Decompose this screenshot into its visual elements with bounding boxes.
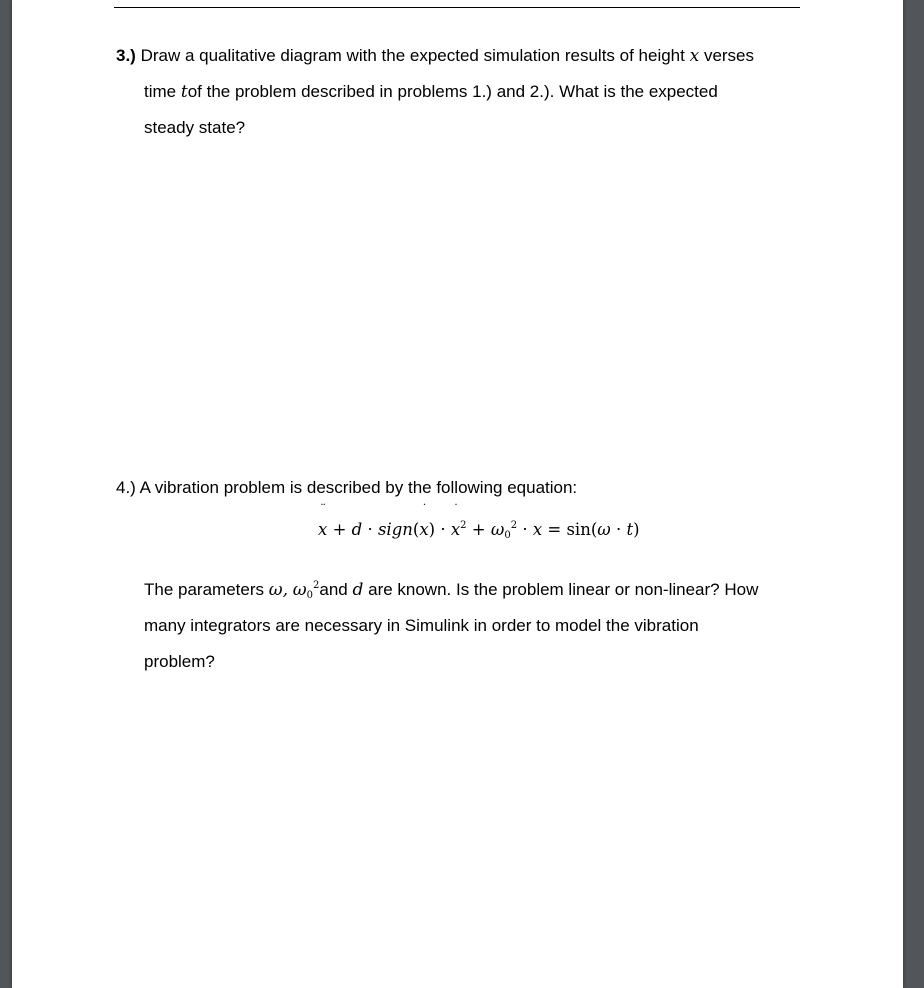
eq-cdot: · — [367, 520, 373, 539]
q4-heading: 4.) A vibration problem is described by the following equation: — [116, 478, 578, 497]
eq-plus: + — [332, 520, 347, 539]
q3-line1-end: verses — [703, 46, 755, 65]
q3-line2-text: of the problem described in problems 1.) and 2.). What is the expected — [187, 82, 718, 101]
q4-params-line-1: The parameters ω, $\omega_0^2and$ d are known. Is the problem linear or non-linear? How — [144, 580, 759, 601]
header-rule — [114, 7, 800, 8]
q3-var-t: t — [180, 82, 188, 102]
q4-param-omega0: $\omega_0^2$ — [292, 580, 320, 601]
q3-line-2 — [144, 74, 718, 110]
q3-var-x: x — [689, 46, 700, 66]
q4-param-d: d — [352, 580, 364, 600]
eq-sign: sign — [377, 520, 413, 539]
q4-params-line-3: problem? — [144, 652, 215, 671]
q3-line1-text: Draw a qualitative diagram with the expected simulation results of height — [140, 46, 685, 65]
eq-x-dot-sq: x ˙ — [450, 502, 461, 539]
eq-sin: sin — [566, 520, 591, 539]
q3-number: 3.) — [116, 46, 136, 65]
q4-params-line-2: many integrators are necessary in Simulink in order to model the vibration — [144, 616, 699, 635]
q4-params-text-b: and — [319, 580, 348, 599]
q4-params-text-c: are known. Is the problem linear or non-linear? How — [368, 580, 759, 599]
q4-params-text-a: The parameters — [144, 580, 264, 599]
eq-x-ddot: x ¨ — [318, 502, 328, 539]
q3-line2-start: time — [144, 82, 177, 101]
eq-equals: = — [547, 520, 562, 539]
document-page — [12, 0, 903, 988]
eq-d: d — [351, 520, 363, 539]
q3-line-1 — [116, 38, 754, 74]
q3-line-3: steady state? — [144, 118, 246, 137]
eq-x-dot: x ˙ — [419, 502, 429, 539]
q4-param-omega: ω — [268, 580, 283, 600]
eq-omega0: ω — [490, 520, 505, 539]
q4-equation: x ¨ + d · sign(x ˙ ) · x ˙ $^2 + \omega_0^2 \cdot x = \sin(\omega \cdot t)$ — [318, 512, 640, 548]
